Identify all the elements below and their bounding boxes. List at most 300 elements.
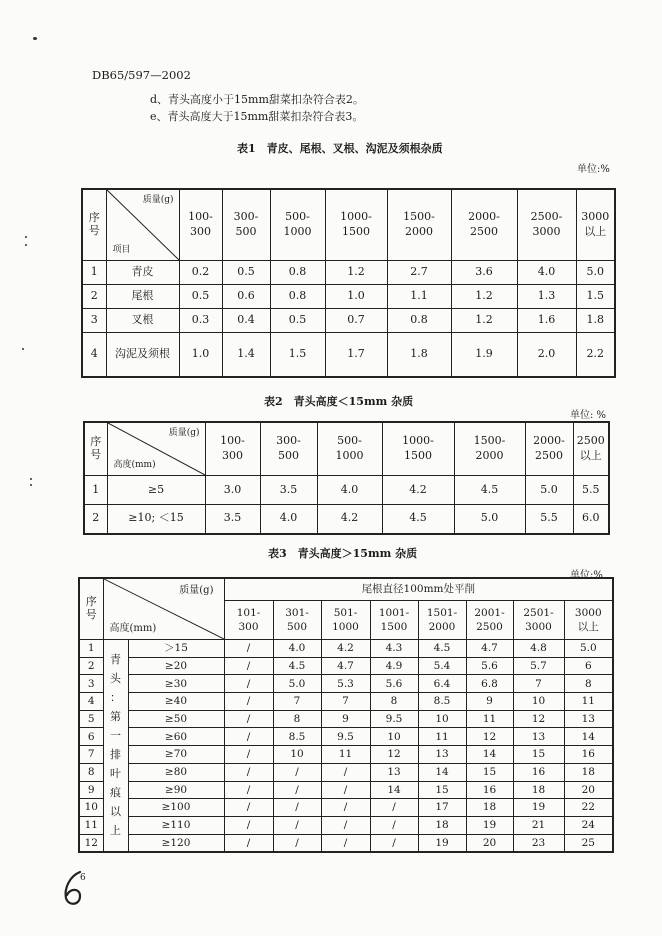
column-header-line: 2001- bbox=[474, 606, 505, 619]
column-header bbox=[576, 189, 615, 261]
value-cell: 4.5 bbox=[454, 476, 525, 505]
value-cell: 11 bbox=[564, 693, 613, 711]
column-header-line: 300 bbox=[190, 225, 211, 238]
seq-cell: 2 bbox=[79, 657, 103, 675]
value-cell: 6 bbox=[564, 657, 613, 675]
value-cell: 23 bbox=[513, 834, 564, 852]
value-cell: 2.0 bbox=[517, 333, 576, 377]
table2-caption: 表2 青头高度＜15mm 杂质 bbox=[264, 395, 414, 408]
column-header bbox=[370, 601, 418, 640]
corner-top-label: 质量(g) bbox=[168, 428, 200, 438]
table2 bbox=[83, 421, 610, 535]
value-cell: 1.0 bbox=[325, 285, 387, 309]
column-header-line: 1500 bbox=[404, 449, 432, 462]
value-cell: / bbox=[224, 816, 273, 834]
value-cell: 18 bbox=[564, 763, 613, 781]
height-cell: ≥110 bbox=[128, 816, 224, 834]
scan-speck bbox=[33, 37, 37, 40]
page-number-mark bbox=[58, 868, 94, 908]
value-cell: 4.5 bbox=[418, 640, 466, 658]
seq-cell: 1 bbox=[84, 476, 107, 505]
value-cell: 4.0 bbox=[273, 640, 321, 658]
value-cell: 8 bbox=[564, 675, 613, 693]
value-cell: 1.2 bbox=[451, 309, 517, 333]
column-header bbox=[466, 601, 513, 640]
column-header-line: 2500- bbox=[530, 210, 563, 224]
value-cell: 1.2 bbox=[451, 285, 517, 309]
value-cell: 1.6 bbox=[517, 309, 576, 333]
height-cell: ≥20 bbox=[128, 657, 224, 675]
document-code: DB65/597—2002 bbox=[92, 68, 191, 82]
value-cell: 10 bbox=[418, 710, 466, 728]
column-header-line: 1500 bbox=[342, 225, 370, 238]
svg-text:6: 6 bbox=[80, 873, 86, 883]
scan-speck bbox=[25, 244, 27, 246]
value-cell: 6.8 bbox=[466, 675, 513, 693]
column-header-line: 301- bbox=[285, 606, 309, 619]
corner-bottom-label: 高度(mm) bbox=[109, 622, 157, 634]
column-header-line: 500- bbox=[285, 210, 310, 224]
column-header-line: 300 bbox=[222, 449, 243, 462]
value-cell: 4.7 bbox=[321, 657, 370, 675]
column-header-line: 1000 bbox=[332, 621, 359, 634]
value-cell: 11 bbox=[321, 746, 370, 764]
value-cell: 4.7 bbox=[466, 640, 513, 658]
height-cell: ≥60 bbox=[128, 728, 224, 746]
item-name-cell: 沟泥及须根 bbox=[106, 333, 179, 377]
value-cell: 1.4 bbox=[222, 333, 270, 377]
value-cell: 1.0 bbox=[179, 333, 222, 377]
value-cell: / bbox=[224, 799, 273, 817]
value-cell: 4.3 bbox=[370, 640, 418, 658]
group-label-char: 第 bbox=[110, 710, 121, 724]
column-header-line: 1500- bbox=[403, 210, 435, 224]
value-cell: 19 bbox=[513, 799, 564, 817]
value-cell: 3.0 bbox=[205, 476, 260, 505]
seq-cell: 4 bbox=[82, 333, 106, 377]
value-cell: 5.5 bbox=[573, 476, 609, 505]
table-row bbox=[79, 693, 613, 711]
column-header bbox=[222, 189, 270, 261]
value-cell: 5.4 bbox=[418, 657, 466, 675]
value-cell: 1.8 bbox=[576, 309, 615, 333]
seq-cell: 4 bbox=[79, 693, 103, 711]
group-label-char: 排 bbox=[110, 748, 121, 762]
column-header-line: 2500 bbox=[576, 434, 605, 448]
height-cell: ≥90 bbox=[128, 781, 224, 799]
column-header-line: 1500- bbox=[473, 434, 506, 448]
value-cell: 19 bbox=[466, 816, 513, 834]
value-cell: / bbox=[224, 763, 273, 781]
table3-caption: 表3 青头高度＞15mm 杂质 bbox=[268, 547, 418, 560]
value-cell: 18 bbox=[418, 816, 466, 834]
column-header-line: 2501- bbox=[523, 606, 554, 619]
value-cell: 6.0 bbox=[573, 505, 609, 534]
seq-header: 序 号 bbox=[84, 422, 107, 476]
scan-speck bbox=[30, 478, 32, 480]
value-cell: 7 bbox=[273, 693, 321, 711]
column-header bbox=[382, 422, 454, 476]
column-header-line: 1500 bbox=[380, 621, 408, 634]
column-header-line: 1001- bbox=[378, 606, 410, 619]
value-cell: 4.5 bbox=[273, 657, 321, 675]
value-cell: 1.5 bbox=[270, 333, 325, 377]
value-cell: / bbox=[273, 799, 321, 817]
value-cell: 22 bbox=[564, 799, 613, 817]
value-cell: 1.3 bbox=[517, 285, 576, 309]
group-label-char: 青 bbox=[110, 653, 121, 667]
table-row bbox=[79, 746, 613, 764]
value-cell: 1.5 bbox=[576, 285, 615, 309]
value-cell: 4.5 bbox=[382, 505, 454, 534]
column-header bbox=[513, 601, 564, 640]
seq-cell: 1 bbox=[82, 261, 106, 285]
table2-unit: 单位: % bbox=[570, 410, 607, 421]
column-header bbox=[179, 189, 222, 261]
value-cell: 15 bbox=[466, 763, 513, 781]
column-header-line: 2500 bbox=[476, 621, 503, 634]
value-cell: 16 bbox=[466, 781, 513, 799]
column-header-line: 501- bbox=[333, 606, 358, 619]
column-header bbox=[564, 601, 613, 640]
group-label-char: 以 bbox=[110, 805, 121, 819]
value-cell: / bbox=[321, 799, 370, 817]
seq-cell: 1 bbox=[79, 640, 103, 658]
value-cell: 0.8 bbox=[270, 261, 325, 285]
column-header-line: 以上 bbox=[579, 449, 602, 462]
group-label-char: 头 bbox=[110, 672, 121, 686]
table3 bbox=[78, 577, 614, 853]
value-cell: 1.8 bbox=[387, 333, 451, 377]
table-row bbox=[79, 728, 613, 746]
column-header-line: 1501- bbox=[426, 606, 458, 619]
value-cell: 4.2 bbox=[317, 505, 382, 534]
column-header bbox=[260, 422, 317, 476]
table-row bbox=[79, 834, 613, 852]
column-header-line: 1000- bbox=[402, 434, 434, 448]
corner-header-cell bbox=[106, 189, 179, 261]
scan-speck bbox=[30, 484, 32, 486]
value-cell: 3.6 bbox=[451, 261, 517, 285]
column-header-line: 2000 bbox=[475, 449, 504, 462]
column-header-line: 300 bbox=[238, 621, 259, 634]
value-cell: 14 bbox=[466, 746, 513, 764]
value-cell: 14 bbox=[564, 728, 613, 746]
value-cell: 1.2 bbox=[325, 261, 387, 285]
seq-cell: 3 bbox=[79, 675, 103, 693]
table-row bbox=[79, 710, 613, 728]
value-cell: 2.7 bbox=[387, 261, 451, 285]
height-cell: ≥10; ＜15 bbox=[107, 505, 205, 534]
value-cell: 7 bbox=[513, 675, 564, 693]
value-cell: 4.9 bbox=[370, 657, 418, 675]
seq-cell: 3 bbox=[82, 309, 106, 333]
value-cell: 9.5 bbox=[321, 728, 370, 746]
value-cell: 16 bbox=[513, 763, 564, 781]
seq-cell: 2 bbox=[82, 285, 106, 309]
table-row bbox=[79, 816, 613, 834]
column-header-line: 2000 bbox=[428, 621, 456, 634]
value-cell: 20 bbox=[564, 781, 613, 799]
value-cell: 0.5 bbox=[270, 309, 325, 333]
value-cell: 5.3 bbox=[321, 675, 370, 693]
table3-unit: 单位:% bbox=[570, 570, 603, 581]
corner-top-label: 质量(g) bbox=[179, 585, 214, 596]
value-cell: 4.0 bbox=[260, 505, 317, 534]
value-cell: 13 bbox=[418, 746, 466, 764]
column-header-line: 500 bbox=[278, 449, 299, 462]
value-cell: / bbox=[224, 728, 273, 746]
value-cell: / bbox=[321, 834, 370, 852]
seq-cell: 12 bbox=[79, 834, 103, 852]
value-cell: 9 bbox=[466, 693, 513, 711]
scan-speck bbox=[25, 236, 27, 238]
column-header-line: 2500 bbox=[535, 449, 563, 462]
corner-header-cell bbox=[107, 422, 205, 476]
value-cell: 13 bbox=[513, 728, 564, 746]
corner-bottom-label: 项目 bbox=[112, 244, 131, 255]
column-header-line: 100- bbox=[220, 434, 245, 448]
value-cell: 0.8 bbox=[387, 309, 451, 333]
value-cell: / bbox=[224, 746, 273, 764]
table-row bbox=[79, 763, 613, 781]
value-cell: / bbox=[224, 834, 273, 852]
value-cell: 8 bbox=[273, 710, 321, 728]
value-cell: 13 bbox=[564, 710, 613, 728]
column-header bbox=[205, 422, 260, 476]
column-header-line: 1000 bbox=[335, 449, 364, 462]
value-cell: 12 bbox=[466, 728, 513, 746]
value-cell: / bbox=[321, 763, 370, 781]
column-header-line: 以上 bbox=[584, 225, 607, 238]
value-cell: / bbox=[273, 834, 321, 852]
value-cell: 12 bbox=[513, 710, 564, 728]
table-row bbox=[82, 285, 615, 309]
table-row bbox=[82, 261, 615, 285]
group-label-char: 痕 bbox=[110, 786, 121, 800]
column-header-line: 2000 bbox=[405, 225, 433, 238]
item-name-cell: 叉根 bbox=[106, 309, 179, 333]
column-header-line: 1000- bbox=[340, 210, 372, 224]
group-label-char: 叶 bbox=[110, 767, 121, 781]
value-cell: / bbox=[224, 675, 273, 693]
value-cell: 1.7 bbox=[325, 333, 387, 377]
value-cell: 4.0 bbox=[517, 261, 576, 285]
column-header bbox=[418, 601, 466, 640]
value-cell: 10 bbox=[273, 746, 321, 764]
seq-cell: 7 bbox=[79, 746, 103, 764]
value-cell: 11 bbox=[418, 728, 466, 746]
value-cell: 3.5 bbox=[260, 476, 317, 505]
table-row bbox=[79, 675, 613, 693]
column-header-line: 300- bbox=[276, 434, 301, 448]
table1-unit: 单位:% bbox=[577, 164, 610, 175]
value-cell: 14 bbox=[370, 781, 418, 799]
value-cell: 8 bbox=[370, 693, 418, 711]
value-cell: 17 bbox=[418, 799, 466, 817]
value-cell: / bbox=[370, 799, 418, 817]
table2-header-row bbox=[84, 422, 609, 476]
group-label-char: ： bbox=[110, 691, 121, 705]
corner-bottom-label: 高度(mm) bbox=[113, 459, 156, 470]
column-header-line: 3000 bbox=[532, 225, 561, 238]
value-cell: / bbox=[321, 781, 370, 799]
value-cell: 5.0 bbox=[454, 505, 525, 534]
column-header-line: 500 bbox=[286, 621, 308, 634]
clause-e-text: e、青头高度大于15mm甜菜扣杂符合表3。 bbox=[150, 110, 364, 123]
value-cell: 5.0 bbox=[564, 640, 613, 658]
value-cell: 0.6 bbox=[222, 285, 270, 309]
column-header-line: 100- bbox=[188, 210, 213, 224]
column-header-line: 3000 bbox=[581, 210, 610, 224]
item-name-cell: 尾根 bbox=[106, 285, 179, 309]
height-cell: ＞15 bbox=[128, 640, 224, 658]
value-cell: / bbox=[321, 816, 370, 834]
value-cell: 18 bbox=[513, 781, 564, 799]
value-cell: 4.2 bbox=[321, 640, 370, 658]
value-cell: 19 bbox=[418, 834, 466, 852]
value-cell: 10 bbox=[370, 728, 418, 746]
column-header-line: 以上 bbox=[577, 621, 599, 634]
value-cell: 11 bbox=[466, 710, 513, 728]
height-cell: ≥100 bbox=[128, 799, 224, 817]
value-cell: 20 bbox=[466, 834, 513, 852]
value-cell: 14 bbox=[418, 763, 466, 781]
column-header bbox=[387, 189, 451, 261]
column-header bbox=[451, 189, 517, 261]
value-cell: 5.0 bbox=[525, 476, 573, 505]
value-cell: 5.7 bbox=[513, 657, 564, 675]
value-cell: / bbox=[224, 657, 273, 675]
value-cell: 21 bbox=[513, 816, 564, 834]
value-cell: / bbox=[224, 640, 273, 658]
value-cell: / bbox=[370, 816, 418, 834]
seq-header: 序 号 bbox=[79, 578, 103, 640]
seq-cell: 10 bbox=[79, 799, 103, 817]
value-cell: 5.6 bbox=[466, 657, 513, 675]
value-cell: / bbox=[224, 710, 273, 728]
value-cell: 8.5 bbox=[273, 728, 321, 746]
value-cell: / bbox=[273, 763, 321, 781]
value-cell: 13 bbox=[370, 763, 418, 781]
column-header bbox=[525, 422, 573, 476]
column-header bbox=[270, 189, 325, 261]
value-cell: 5.6 bbox=[370, 675, 418, 693]
table-row bbox=[82, 333, 615, 377]
value-cell: 5.0 bbox=[273, 675, 321, 693]
corner-top-label: 质量(g) bbox=[142, 195, 174, 205]
seq-cell: 2 bbox=[84, 505, 107, 534]
column-header bbox=[317, 422, 382, 476]
seq-header: 序 号 bbox=[82, 189, 106, 261]
group-label-char: 一 bbox=[110, 729, 121, 743]
table-row bbox=[84, 505, 609, 534]
table3-header-row bbox=[79, 578, 613, 601]
column-header-line: 3000 bbox=[525, 621, 552, 634]
column-header bbox=[325, 189, 387, 261]
table-row bbox=[79, 640, 613, 658]
value-cell: 0.3 bbox=[179, 309, 222, 333]
value-cell: 2.2 bbox=[576, 333, 615, 377]
table-row bbox=[79, 781, 613, 799]
span-header: 尾根直径100mm处平削 bbox=[224, 578, 613, 601]
seq-cell: 6 bbox=[79, 728, 103, 746]
value-cell: 8.5 bbox=[418, 693, 466, 711]
height-cell: ≥120 bbox=[128, 834, 224, 852]
value-cell: 0.8 bbox=[270, 285, 325, 309]
column-header-line: 2000- bbox=[468, 210, 500, 224]
value-cell: 6.4 bbox=[418, 675, 466, 693]
column-header bbox=[573, 422, 609, 476]
value-cell: 0.2 bbox=[179, 261, 222, 285]
corner-header-cell bbox=[103, 578, 224, 640]
height-cell: ≥70 bbox=[128, 746, 224, 764]
column-header bbox=[273, 601, 321, 640]
table-row bbox=[82, 309, 615, 333]
value-cell: 3.5 bbox=[205, 505, 260, 534]
value-cell: 12 bbox=[370, 746, 418, 764]
value-cell: / bbox=[224, 693, 273, 711]
value-cell: 4.8 bbox=[513, 640, 564, 658]
value-cell: 25 bbox=[564, 834, 613, 852]
value-cell: 15 bbox=[513, 746, 564, 764]
value-cell: 0.5 bbox=[222, 261, 270, 285]
table-row bbox=[84, 476, 609, 505]
column-header-line: 101- bbox=[236, 606, 261, 619]
value-cell: 0.4 bbox=[222, 309, 270, 333]
clause-d-text: d、青头高度小于15mm甜菜扣杂符合表2。 bbox=[150, 93, 364, 106]
seq-cell: 11 bbox=[79, 816, 103, 834]
value-cell: 9 bbox=[321, 710, 370, 728]
column-header bbox=[224, 601, 273, 640]
column-header-line: 2000- bbox=[533, 434, 565, 448]
seq-cell: 5 bbox=[79, 710, 103, 728]
seq-cell: 9 bbox=[79, 781, 103, 799]
value-cell: 5.0 bbox=[576, 261, 615, 285]
height-cell: ≥40 bbox=[128, 693, 224, 711]
item-name-cell: 青皮 bbox=[106, 261, 179, 285]
value-cell: 4.0 bbox=[317, 476, 382, 505]
value-cell: 4.2 bbox=[382, 476, 454, 505]
value-cell: / bbox=[273, 816, 321, 834]
value-cell: 7 bbox=[321, 693, 370, 711]
value-cell: / bbox=[370, 834, 418, 852]
seq-cell: 8 bbox=[79, 763, 103, 781]
column-header-line: 3000 bbox=[574, 606, 602, 619]
value-cell: 0.7 bbox=[325, 309, 387, 333]
value-cell: 5.5 bbox=[525, 505, 573, 534]
table1-header-row bbox=[82, 189, 615, 261]
scan-speck bbox=[22, 348, 24, 350]
table-row bbox=[79, 799, 613, 817]
group-label-char: 上 bbox=[110, 824, 121, 838]
column-header-line: 500- bbox=[337, 434, 362, 448]
value-cell: 1.1 bbox=[387, 285, 451, 309]
value-cell: 0.5 bbox=[179, 285, 222, 309]
value-cell: 15 bbox=[418, 781, 466, 799]
height-cell: ≥30 bbox=[128, 675, 224, 693]
value-cell: 24 bbox=[564, 816, 613, 834]
value-cell: 10 bbox=[513, 693, 564, 711]
height-group-label bbox=[103, 640, 128, 852]
table1 bbox=[81, 188, 616, 378]
table1-caption: 表1 青皮、尾根、叉根、沟泥及须根杂质 bbox=[237, 142, 443, 155]
height-cell: ≥50 bbox=[128, 710, 224, 728]
height-cell: ≥80 bbox=[128, 763, 224, 781]
column-header bbox=[321, 601, 370, 640]
table-row bbox=[79, 657, 613, 675]
value-cell: 9.5 bbox=[370, 710, 418, 728]
